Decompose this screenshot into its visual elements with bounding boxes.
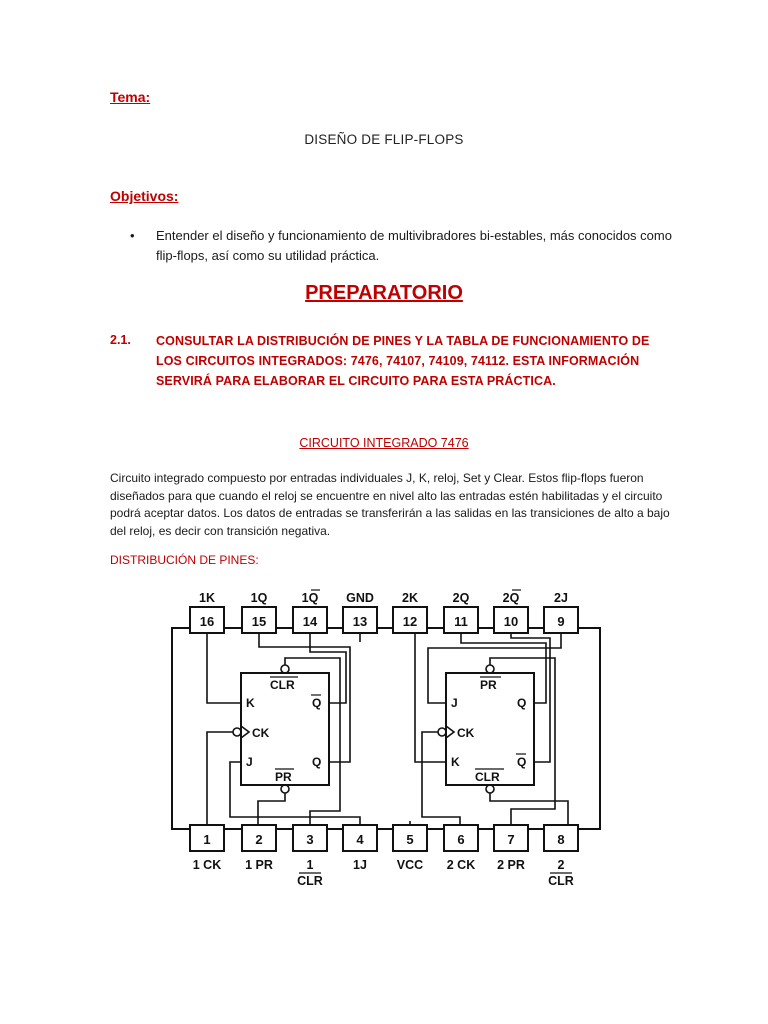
bottom-pin-6-number: 6 [457, 832, 465, 847]
bottom-pin-7-label: 2 PR [497, 858, 525, 872]
item-number: 2.1. [110, 333, 131, 347]
top-pin-12-label: 2K [402, 591, 418, 605]
ff1-top-label: CLR [270, 678, 295, 692]
section-title: PREPARATORIO [305, 282, 463, 304]
ff2-ck-label: CK [457, 726, 475, 740]
ic-description: Circuito integrado compuesto por entradas individuales J, K, reloj, Set y Clear. Estos flip-flops fueron diseñados para que cuando el reloj se encuentre en nivel alto las entradas estén habilitadas y el circuito podrá aceptar datos. Los datos de entradas se transferirán a las salidas en las transiciones de alto a bajo del reloj, es decir con transición negativa. [110, 471, 670, 538]
bullet-icon: • [130, 228, 135, 243]
ff2-top-label: PR [480, 678, 497, 692]
tema-label: Tema: [110, 89, 151, 105]
bottom-pin-8-label2: CLR [548, 874, 574, 888]
top-pin-14-number: 14 [302, 614, 318, 629]
top-pin-16-number: 16 [199, 614, 215, 629]
top-pin-13-number: 13 [352, 614, 368, 629]
bottom-pin-4-label: 1J [353, 858, 367, 872]
ff2-q-label: Q [517, 696, 527, 710]
bottom-pin-5-label: VCC [396, 858, 424, 872]
top-pin-15-label: 1Q [250, 591, 268, 605]
bottom-pin-4-number: 4 [356, 832, 364, 847]
bottom-pin-8-number: 8 [557, 832, 565, 847]
top-pin-14-label: 1Q [301, 591, 319, 605]
ff2-k-label: K [451, 755, 460, 769]
ff1-k-label: K [246, 696, 255, 710]
ff2-qbar-label: Q [517, 755, 527, 769]
top-pin-10-number: 10 [503, 614, 519, 629]
bottom-pin-6-label: 2 CK [446, 858, 476, 872]
bottom-pin-3-number: 3 [306, 832, 314, 847]
bottom-pin-8-label: 2 [557, 858, 565, 872]
pinout-diagram [150, 585, 620, 895]
ff1-q-label: Q [312, 755, 322, 769]
bottom-pin-3-label: 1 [306, 858, 314, 872]
top-pin-11-label: 2Q [452, 591, 470, 605]
bottom-pin-2-number: 2 [255, 832, 263, 847]
bottom-pin-5-number: 5 [406, 832, 414, 847]
top-pin-9-number: 9 [557, 614, 565, 629]
bottom-pin-1-label: 1 CK [192, 858, 222, 872]
bottom-pin-2-label: 1 PR [245, 858, 273, 872]
ff1-ck-label: CK [252, 726, 270, 740]
bottom-pin-7-number: 7 [507, 832, 515, 847]
ff1-j-label: J [246, 755, 253, 769]
topic-title: DISEÑO DE FLIP-FLOPS [304, 132, 464, 147]
ff2-bottom-label: CLR [475, 770, 500, 784]
bottom-pin-3-label2: CLR [297, 874, 323, 888]
top-pin-9-label: 2J [554, 591, 568, 605]
top-pin-11-number: 11 [454, 614, 468, 629]
ic-heading: CIRCUITO INTEGRADO 7476 [299, 436, 469, 450]
ff1-bottom-label: PR [275, 770, 292, 784]
top-pin-10-label: 2Q [502, 591, 520, 605]
ff2-j-label: J [451, 696, 458, 710]
objetivo-text: Entender el diseño y funcionamiento de multivibradores bi-estables, más conocidos como flip-flops, así como su utilidad práctica. [156, 228, 672, 263]
top-pin-16-label: 1K [199, 591, 215, 605]
pins-heading: DISTRIBUCIÓN DE PINES: [110, 553, 259, 567]
item-text: CONSULTAR LA DISTRIBUCIÓN DE PINES Y LA TABLA DE FUNCIONAMIENTO DE LOS CIRCUITOS INTEGRADOS: 7476, 74107, 74109, 74112. ESTA INFORMACIÓN SERVIRÁ PARA ELABORAR EL CIRCUITO PARA ESTA PRÁCTICA. [156, 334, 650, 388]
bottom-pin-1-number: 1 [203, 832, 211, 847]
top-pin-12-number: 12 [402, 614, 418, 629]
top-pin-15-number: 15 [251, 614, 267, 629]
ff1-qbar-label: Q [312, 696, 322, 710]
objetivos-label: Objetivos: [110, 188, 179, 204]
top-pin-13-label: GND [346, 591, 374, 605]
